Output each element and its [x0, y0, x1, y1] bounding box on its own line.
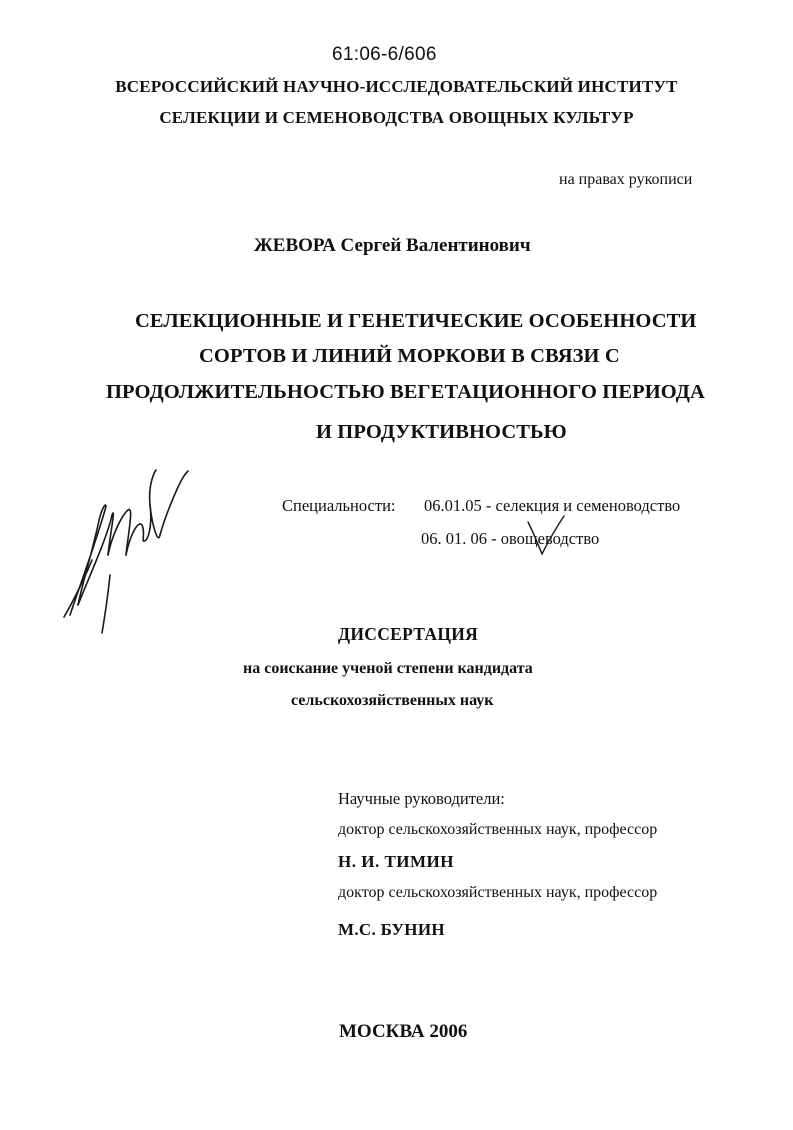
specialties-label: Специальности:	[282, 496, 396, 515]
archive-code: 61:06-6/606	[332, 44, 437, 65]
degree-line-1: на соискание ученой степени кандидата	[243, 660, 533, 677]
title-line-3: ПРОДОЛЖИТЕЛЬНОСТЬЮ ВЕГЕТАЦИОННОГО ПЕРИОДА	[106, 381, 705, 403]
handwritten-signature	[50, 465, 200, 645]
supervisor-1-name: Н. И. ТИМИН	[338, 852, 454, 871]
institute-name-line1: ВСЕРОССИЙСКИЙ НАУЧНО-ИССЛЕДОВАТЕЛЬСКИЙ ИНСТИТУТ	[115, 77, 678, 96]
author-name: ЖЕВОРА Сергей Валентинович	[254, 235, 531, 256]
document-type: ДИССЕРТАЦИЯ	[338, 624, 479, 644]
supervisor-2-name: М.С. БУНИН	[338, 920, 445, 939]
title-line-2: СОРТОВ И ЛИНИЙ МОРКОВИ В СВЯЗИ С	[199, 345, 620, 367]
specialty-item-1: 06.01.05 - селекция и семеноводство	[424, 496, 681, 515]
degree-line-2: сельскохозяйственных наук	[291, 692, 494, 709]
city-and-year: МОСКВА 2006	[339, 1021, 468, 1042]
supervisor-2-title: доктор сельскохозяйственных наук, профессор	[338, 884, 658, 901]
supervisor-1-title: доктор сельскохозяйственных наук, профессор	[338, 821, 658, 838]
handwritten-tick-mark	[520, 508, 580, 568]
specialty-item-2: 06. 01. 06 - овощеводство	[421, 529, 600, 548]
institute-name-line2: СЕЛЕКЦИИ И СЕМЕНОВОДСТВА ОВОЩНЫХ КУЛЬТУР	[159, 108, 634, 127]
title-line-1: СЕЛЕКЦИОННЫЕ И ГЕНЕТИЧЕСКИЕ ОСОБЕННОСТИ	[135, 310, 697, 332]
supervisors-label: Научные руководители:	[338, 789, 505, 808]
title-line-4: И ПРОДУКТИВНОСТЬЮ	[316, 421, 567, 443]
manuscript-rights-note: на правах рукописи	[559, 171, 693, 188]
